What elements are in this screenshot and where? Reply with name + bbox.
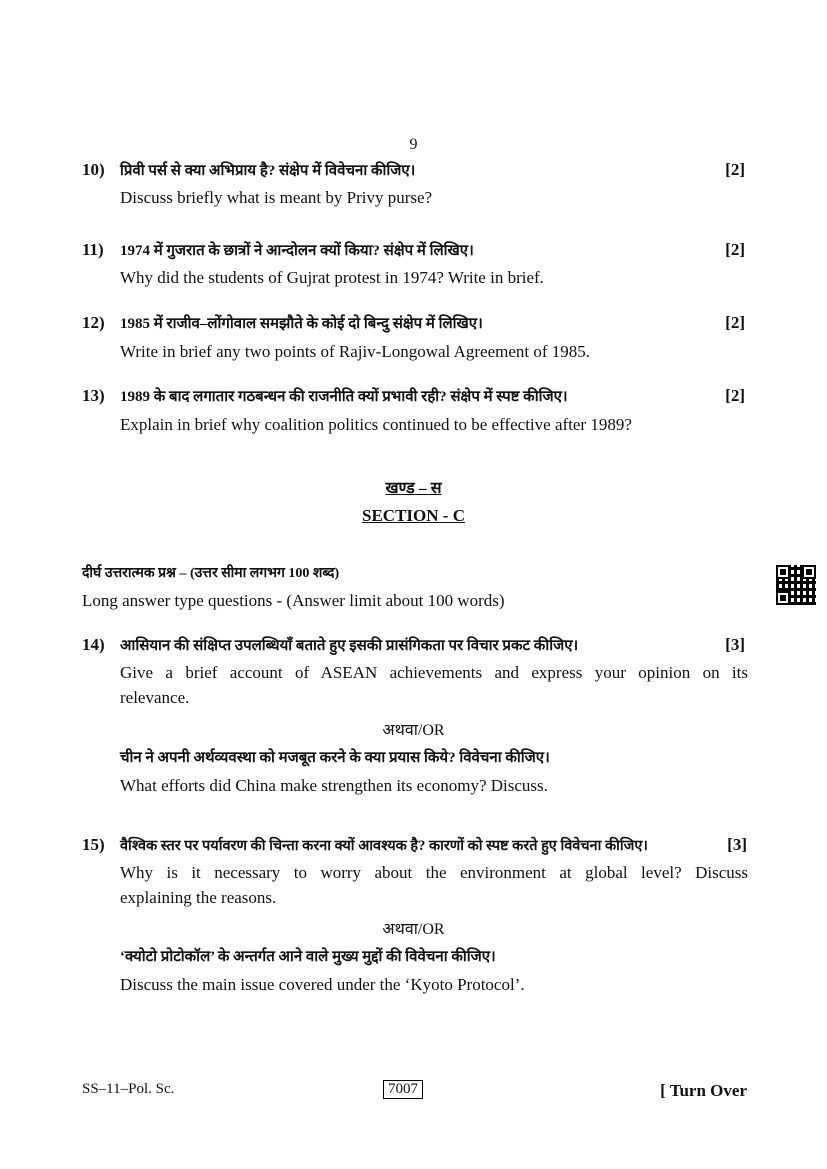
qr-code [776,565,816,605]
question-number: 13) [82,386,105,405]
question-marks: [3] [727,835,747,854]
instructions-hindi: दीर्घ उत्तरात्मक प्रश्न – (उत्तर सीमा लगभग 100 शब्द) [82,566,340,581]
alt-question-english: What efforts did China make strengthen its economy? Discuss. [120,776,548,795]
paper-number: 7007 [383,1080,423,1099]
question-english: Why is it necessary to worry about the environment at global level? Discuss [120,863,748,882]
section-hindi-text: खण्ड – स [385,480,442,497]
alt-question-hindi: चीन ने अपनी अर्थव्यवस्था को मजबूत करने के क्या प्रयास किये? विवेचना कीजिए। [120,750,550,766]
question-hindi: 1985 में राजीव–लोंगोवाल समझौते के कोई दो बिन्दु संक्षेप में लिखिए। [120,316,483,332]
question-marks: [3] [725,635,745,654]
question-english: Discuss briefly what is meant by Privy purse? [120,188,433,207]
question-marks: [2] [725,240,745,259]
question-hindi: आसियान की संक्षिप्त उपलब्धियाँ बताते हुए इसकी प्रासंगिकता पर विचार प्रकट कीजिए। [120,638,579,654]
question-number: 14) [82,635,105,654]
question-number: 15) [82,835,105,854]
question-number: 11) [82,240,104,259]
question-marks: [2] [725,160,745,179]
question-hindi: प्रिवी पर्स से क्या अभिप्राय है? संक्षेप में विवेचना कीजिए। [120,163,416,179]
or-divider: अथवा/OR [382,722,445,739]
question-marks: [2] [725,386,745,405]
question-english: Write in brief any two points of Rajiv-Longowal Agreement of 1985. [120,342,591,361]
section-text: SECTION - C [362,506,465,525]
page-number: 9 [409,136,418,153]
turn-over: [ Turn Over [660,1081,747,1100]
question-hindi: 1989 के बाद लगातार गठबन्धन की राजनीति क्यों प्रभावी रही? संक्षेप में स्पष्ट कीजिए। [120,389,568,405]
question-number: 10) [82,160,105,179]
question-english-cont: explaining the reasons. [120,888,277,907]
question-english: Give a brief account of ASEAN achievements and express your opinion on its [120,663,748,682]
question-hindi: 1974 में गुजरात के छात्रों ने आन्दोलन क्यों किया? संक्षेप में लिखिए। [120,243,474,259]
question-english: Why did the students of Gujrat protest in 1974? Write in brief. [120,268,544,287]
paper-code: SS–11–Pol. Sc. [82,1081,175,1097]
instructions-english: Long answer type questions - (Answer limit about 100 words) [82,591,505,610]
section-heading [0,506,827,526]
question-english-cont: relevance. [120,688,190,707]
question-number: 12) [82,313,105,332]
question-english: Explain in brief why coalition politics continued to be effective after 1989? [120,415,632,434]
question-hindi: वैश्विक स्तर पर पर्यावरण की चिन्ता करना क्यों आवश्यक है? कारणों को स्पष्ट करते हुए विवेचना कीजिए। [120,838,648,854]
or-divider: अथवा/OR [382,921,445,938]
alt-question-hindi: ‘क्योटो प्रोटोकॉल’ के अन्तर्गत आने वाले मुख्य मुद्दों की विवेचना कीजिए। [120,949,496,965]
alt-question-english: Discuss the main issue covered under the ‘Kyoto Protocol’. [120,975,525,994]
question-marks: [2] [725,313,745,332]
section-heading-hindi [0,476,827,498]
